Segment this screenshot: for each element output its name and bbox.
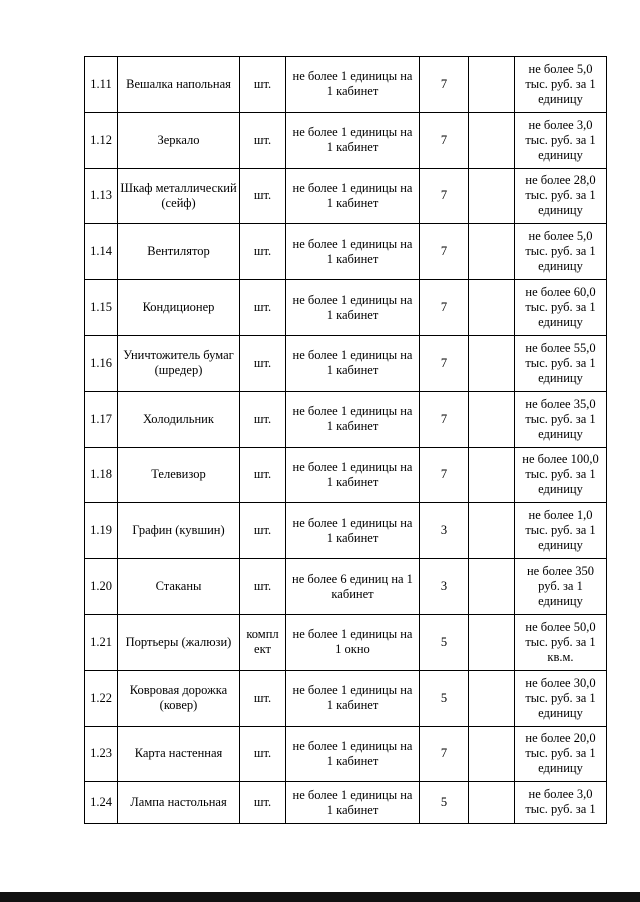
cell-name: Телевизор	[118, 447, 240, 503]
cell-price: не более 350 руб. за 1 единицу	[515, 559, 607, 615]
cell-norm: не более 6 единиц на 1 кабинет	[286, 559, 420, 615]
cell-name: Портьеры (жалюзи)	[118, 614, 240, 670]
cell-num: 1.13	[85, 168, 118, 224]
cell-price: не более 35,0 тыс. руб. за 1 единицу	[515, 391, 607, 447]
table-row	[85, 112, 607, 168]
cell-price: не более 60,0 тыс. руб. за 1 единицу	[515, 280, 607, 336]
cell-term: 7	[420, 112, 469, 168]
cell-norm: не более 1 единицы на 1 кабинет	[286, 670, 420, 726]
document-page	[84, 56, 606, 824]
cell-price: не более 5,0 тыс. руб. за 1 единицу	[515, 224, 607, 280]
table-row	[85, 168, 607, 224]
scan-edge	[0, 892, 640, 902]
cell-unit: компл ект	[240, 614, 286, 670]
cell-note	[469, 112, 515, 168]
cell-term: 7	[420, 335, 469, 391]
cell-term: 5	[420, 670, 469, 726]
cell-name: Шкаф металлический (сейф)	[118, 168, 240, 224]
cell-price: не более 30,0 тыс. руб. за 1 единицу	[515, 670, 607, 726]
cell-norm: не более 1 единицы на 1 кабинет	[286, 726, 420, 782]
cell-num: 1.14	[85, 224, 118, 280]
table-row	[85, 224, 607, 280]
cell-name: Лампа настольная	[118, 782, 240, 824]
table-row	[85, 335, 607, 391]
table-row	[85, 391, 607, 447]
cell-norm: не более 1 единицы на 1 кабинет	[286, 782, 420, 824]
cell-name: Вентилятор	[118, 224, 240, 280]
cell-num: 1.11	[85, 57, 118, 113]
table-row	[85, 726, 607, 782]
cell-num: 1.12	[85, 112, 118, 168]
cell-note	[469, 503, 515, 559]
table-row	[85, 559, 607, 615]
cell-term: 5	[420, 614, 469, 670]
cell-note	[469, 57, 515, 113]
cell-price: не более 3,0 тыс. руб. за 1 единицу	[515, 112, 607, 168]
cell-name: Ковровая дорожка (ковер)	[118, 670, 240, 726]
cell-note	[469, 447, 515, 503]
cell-name: Карта настенная	[118, 726, 240, 782]
cell-unit: шт.	[240, 503, 286, 559]
cell-note	[469, 168, 515, 224]
cell-num: 1.16	[85, 335, 118, 391]
cell-note	[469, 391, 515, 447]
cell-price: не более 100,0 тыс. руб. за 1 единицу	[515, 447, 607, 503]
cell-term: 3	[420, 559, 469, 615]
table-row	[85, 782, 607, 824]
cell-norm: не более 1 единицы на 1 кабинет	[286, 503, 420, 559]
cell-price: не более 28,0 тыс. руб. за 1 единицу	[515, 168, 607, 224]
cell-price: не более 50,0 тыс. руб. за 1 кв.м.	[515, 614, 607, 670]
cell-term: 7	[420, 57, 469, 113]
cell-unit: шт.	[240, 112, 286, 168]
cell-norm: не более 1 единицы на 1 кабинет	[286, 57, 420, 113]
cell-norm: не более 1 единицы на 1 кабинет	[286, 391, 420, 447]
cell-name: Кондиционер	[118, 280, 240, 336]
cell-num: 1.20	[85, 559, 118, 615]
cell-num: 1.24	[85, 782, 118, 824]
cell-num: 1.21	[85, 614, 118, 670]
table-row	[85, 670, 607, 726]
cell-name: Холодильник	[118, 391, 240, 447]
cell-num: 1.15	[85, 280, 118, 336]
table-body	[85, 57, 607, 824]
table-row	[85, 447, 607, 503]
cell-num: 1.22	[85, 670, 118, 726]
cell-norm: не более 1 единицы на 1 окно	[286, 614, 420, 670]
cell-norm: не более 1 единицы на 1 кабинет	[286, 280, 420, 336]
cell-note	[469, 224, 515, 280]
cell-name: Зеркало	[118, 112, 240, 168]
cell-unit: шт.	[240, 224, 286, 280]
table-row	[85, 614, 607, 670]
table-row	[85, 280, 607, 336]
cell-price: не более 55,0 тыс. руб. за 1 единицу	[515, 335, 607, 391]
norms-table	[84, 56, 607, 824]
cell-term: 7	[420, 168, 469, 224]
cell-term: 7	[420, 280, 469, 336]
cell-name: Стаканы	[118, 559, 240, 615]
cell-price: не более 3,0 тыс. руб. за 1	[515, 782, 607, 824]
cell-term: 3	[420, 503, 469, 559]
cell-note	[469, 782, 515, 824]
cell-term: 7	[420, 447, 469, 503]
cell-num: 1.23	[85, 726, 118, 782]
cell-norm: не более 1 единицы на 1 кабинет	[286, 224, 420, 280]
cell-unit: шт.	[240, 280, 286, 336]
cell-unit: шт.	[240, 391, 286, 447]
table-row	[85, 57, 607, 113]
cell-price: не более 1,0 тыс. руб. за 1 единицу	[515, 503, 607, 559]
cell-unit: шт.	[240, 782, 286, 824]
cell-note	[469, 670, 515, 726]
cell-unit: шт.	[240, 168, 286, 224]
cell-unit: шт.	[240, 447, 286, 503]
cell-unit: шт.	[240, 335, 286, 391]
cell-norm: не более 1 единицы на 1 кабинет	[286, 112, 420, 168]
cell-term: 7	[420, 726, 469, 782]
cell-term: 5	[420, 782, 469, 824]
cell-num: 1.18	[85, 447, 118, 503]
cell-unit: шт.	[240, 670, 286, 726]
cell-term: 7	[420, 224, 469, 280]
cell-name: Вешалка напольная	[118, 57, 240, 113]
cell-note	[469, 280, 515, 336]
cell-num: 1.19	[85, 503, 118, 559]
cell-unit: шт.	[240, 726, 286, 782]
cell-unit: шт.	[240, 559, 286, 615]
cell-note	[469, 726, 515, 782]
cell-norm: не более 1 единицы на 1 кабинет	[286, 447, 420, 503]
cell-note	[469, 335, 515, 391]
cell-note	[469, 614, 515, 670]
cell-name: Уничтожитель бумаг (шредер)	[118, 335, 240, 391]
cell-price: не более 5,0 тыс. руб. за 1 единицу	[515, 57, 607, 113]
cell-unit: шт.	[240, 57, 286, 113]
cell-note	[469, 559, 515, 615]
cell-norm: не более 1 единицы на 1 кабинет	[286, 335, 420, 391]
cell-price: не более 20,0 тыс. руб. за 1 единицу	[515, 726, 607, 782]
cell-term: 7	[420, 391, 469, 447]
cell-name: Графин (кувшин)	[118, 503, 240, 559]
table-row	[85, 503, 607, 559]
cell-num: 1.17	[85, 391, 118, 447]
cell-norm: не более 1 единицы на 1 кабинет	[286, 168, 420, 224]
